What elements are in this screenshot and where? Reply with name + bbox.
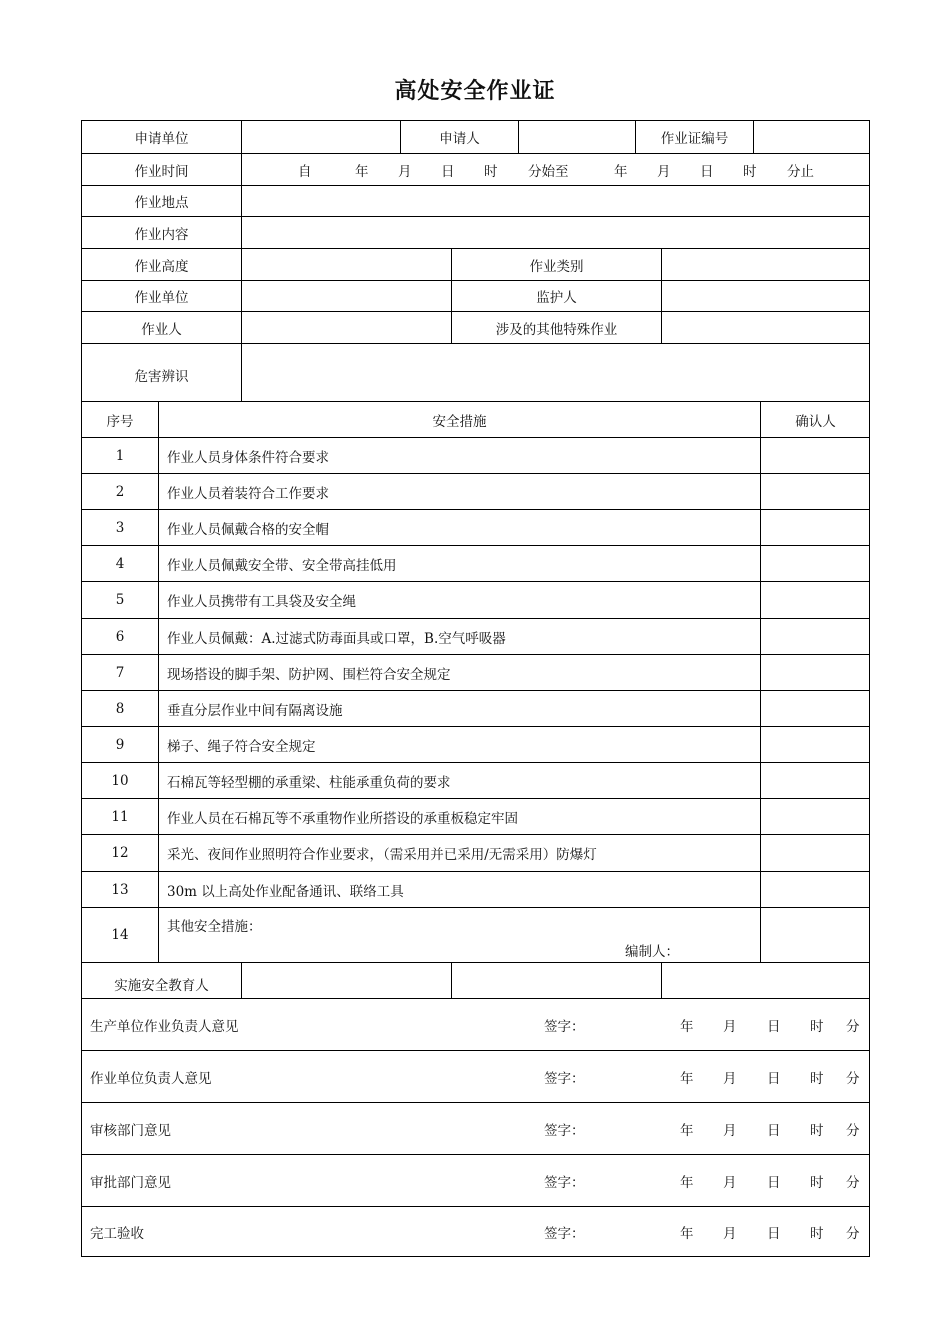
applicant-field[interactable] — [518, 121, 635, 153]
other-measures-label: 其他安全措施： — [167, 919, 262, 935]
date-part: 时 — [810, 1174, 824, 1191]
measure-no: 3 — [115, 519, 125, 536]
date-part: 月 — [723, 1226, 737, 1242]
signature-field[interactable] — [587, 1103, 672, 1154]
time-part-year: 年 — [355, 163, 369, 180]
measure-no: 1 — [115, 447, 125, 464]
permit-no-field[interactable] — [753, 121, 870, 153]
location-label: 作业地点 — [134, 195, 189, 211]
hazard-label: 危害辨识 — [134, 368, 189, 385]
time-part-month-end: 月 — [657, 163, 671, 180]
confirm-field[interactable] — [760, 835, 870, 871]
measure-text: 作业人员在石棉瓦等不承重物作业所搭设的承重板稳定牢固 — [158, 799, 760, 834]
measure-text: 垂直分层作业中间有隔离设施 — [158, 691, 760, 726]
compiler-label: 编制人： — [625, 944, 679, 960]
work-time-label: 作业时间 — [134, 163, 189, 180]
approval-row — [82, 998, 869, 1050]
measure-no: 5 — [115, 592, 125, 608]
work-unit-field[interactable] — [241, 281, 451, 311]
education-field-1[interactable] — [241, 963, 451, 998]
measure-no: 2 — [115, 483, 125, 500]
confirm-field[interactable] — [760, 872, 870, 907]
applicant-unit-label: 申请单位 — [134, 131, 189, 147]
date-part: 年 — [680, 1174, 694, 1191]
confirm-field[interactable] — [760, 763, 870, 798]
time-part-day: 日 — [441, 163, 455, 180]
confirm-field[interactable] — [760, 799, 870, 834]
content-field[interactable] — [241, 217, 870, 248]
approval-label: 完工验收 — [90, 1226, 144, 1242]
measure-text: 作业人员佩戴：A.过滤式防毒面具或口罩，B.空气呼吸器 — [158, 619, 760, 654]
measure-no: 7 — [115, 664, 125, 681]
measure-no: 9 — [115, 736, 125, 753]
education-label: 实施安全教育人 — [114, 977, 209, 994]
measure-no: 11 — [111, 808, 129, 825]
signature-field[interactable] — [587, 999, 672, 1050]
permit-no-label: 作业证编号 — [635, 121, 753, 153]
applicant-label: 申请人 — [400, 121, 518, 153]
time-part-day-end: 日 — [700, 163, 714, 180]
approval-row — [82, 1102, 869, 1154]
col-no-header: 序号 — [106, 413, 134, 430]
measure-row — [82, 834, 869, 871]
time-part-from: 自 — [298, 163, 312, 180]
row-work-time — [82, 153, 869, 185]
date-part: 日 — [767, 1070, 781, 1087]
measure-row — [82, 654, 869, 690]
other-measures-field[interactable] — [158, 908, 760, 962]
measure-text: 作业人员佩戴安全带、安全带高挂低用 — [158, 546, 760, 581]
other-special-field[interactable] — [661, 312, 870, 343]
measure-text: 作业人员携带有工具袋及安全绳 — [158, 582, 760, 618]
measure-row — [82, 581, 869, 618]
measure-text: 采光、夜间作业照明符合作业要求，（需采用并已采用/无需采用）防爆灯 — [158, 835, 760, 871]
confirm-field[interactable] — [760, 691, 870, 726]
guardian-field[interactable] — [661, 281, 870, 311]
row-applicant — [82, 121, 869, 153]
date-part: 年 — [680, 1122, 694, 1139]
date-part: 分 — [846, 1226, 860, 1242]
time-part-hour-end: 时 — [743, 163, 757, 180]
permit-form — [81, 120, 870, 1257]
content-label: 作业内容 — [134, 226, 189, 243]
measure-no: 4 — [115, 555, 125, 572]
date-part: 月 — [723, 1070, 737, 1087]
measure-row — [82, 690, 869, 726]
time-part-month: 月 — [398, 163, 412, 180]
approval-row — [82, 1050, 869, 1102]
date-part: 月 — [723, 1174, 737, 1191]
date-part: 年 — [680, 1018, 694, 1035]
signature-field[interactable] — [587, 1207, 672, 1257]
measure-row — [82, 726, 869, 762]
sign-label: 签字： — [544, 1122, 585, 1139]
work-time-field[interactable] — [241, 154, 870, 185]
confirm-field[interactable] — [760, 655, 870, 690]
confirm-field[interactable] — [760, 474, 870, 509]
date-part: 年 — [680, 1226, 694, 1242]
measure-text: 30m 以上高处作业配备通讯、联络工具 — [158, 872, 760, 907]
confirm-field[interactable] — [760, 510, 870, 545]
approval-label: 作业单位负责人意见 — [90, 1070, 212, 1087]
measure-text: 作业人员着装符合工作要求 — [158, 474, 760, 509]
date-part: 时 — [810, 1122, 824, 1139]
approval-row — [82, 1206, 869, 1257]
sign-label: 签字： — [544, 1226, 585, 1242]
category-field[interactable] — [661, 249, 870, 280]
confirm-field[interactable] — [760, 619, 870, 654]
row-location — [82, 185, 869, 216]
date-part: 时 — [810, 1018, 824, 1035]
row-height — [82, 248, 869, 280]
measure-row — [82, 762, 869, 798]
measure-row — [82, 871, 869, 907]
measure-text: 作业人员身体条件符合要求 — [158, 438, 760, 473]
date-part: 月 — [723, 1122, 737, 1139]
category-label: 作业类别 — [451, 249, 661, 280]
date-part: 月 — [723, 1018, 737, 1035]
row-worker — [82, 311, 869, 343]
confirm-field[interactable] — [760, 582, 870, 618]
worker-field[interactable] — [241, 312, 451, 343]
row-work-unit — [82, 280, 869, 311]
measure-row — [82, 545, 869, 581]
date-part: 日 — [767, 1018, 781, 1035]
row-content — [82, 216, 869, 248]
measure-text: 梯子、绳子符合安全规定 — [158, 727, 760, 762]
signature-field[interactable] — [587, 1051, 672, 1102]
approval-label: 审批部门意见 — [90, 1174, 171, 1191]
date-part: 分 — [846, 1070, 860, 1087]
applicant-unit-field[interactable] — [241, 121, 400, 153]
confirm-field[interactable] — [760, 438, 870, 473]
height-field[interactable] — [241, 249, 451, 280]
work-unit-label: 作业单位 — [134, 290, 189, 306]
hazard-field[interactable] — [241, 344, 870, 401]
confirm-field[interactable] — [760, 908, 870, 962]
date-part: 分 — [846, 1018, 860, 1035]
education-field-3[interactable] — [661, 963, 870, 998]
time-part-hour: 时 — [484, 163, 498, 180]
confirm-field[interactable] — [760, 727, 870, 762]
other-special-label: 涉及的其他特殊作业 — [451, 312, 661, 343]
measure-no: 14 — [111, 927, 129, 943]
measure-no: 8 — [115, 700, 125, 717]
signature-field[interactable] — [587, 1155, 672, 1206]
date-part: 日 — [767, 1226, 781, 1242]
approval-label: 审核部门意见 — [90, 1122, 171, 1139]
measure-no: 10 — [111, 772, 129, 789]
date-part: 分 — [846, 1122, 860, 1139]
sign-label: 签字： — [544, 1174, 585, 1191]
measures-header — [82, 401, 869, 437]
height-label: 作业高度 — [134, 258, 189, 275]
measure-no: 12 — [111, 845, 129, 861]
page-title: 高处安全作业证 — [394, 78, 556, 104]
time-part-year-end: 年 — [614, 163, 628, 180]
date-part: 年 — [680, 1070, 694, 1087]
measure-row — [82, 618, 869, 654]
date-part: 时 — [810, 1070, 824, 1087]
measure-row — [82, 798, 869, 834]
measure-row — [82, 473, 869, 509]
measure-text: 石棉瓦等轻型棚的承重梁、柱能承重负荷的要求 — [158, 763, 760, 798]
col-confirm-header: 确认人 — [760, 402, 870, 437]
date-part: 日 — [767, 1174, 781, 1191]
measure-no: 13 — [111, 881, 129, 898]
row-education — [82, 962, 869, 998]
worker-label: 作业人 — [141, 321, 182, 338]
sign-label: 签字： — [544, 1018, 585, 1035]
confirm-field[interactable] — [760, 546, 870, 581]
approval-label: 生产单位作业负责人意见 — [90, 1018, 239, 1035]
date-part: 时 — [810, 1226, 824, 1242]
time-part-minute-start: 分始至 — [528, 163, 569, 180]
measure-row — [82, 509, 869, 545]
time-part-minute-end: 分止 — [787, 163, 814, 180]
measure-text: 作业人员佩戴合格的安全帽 — [158, 510, 760, 545]
measure-no: 6 — [115, 628, 125, 645]
date-part: 日 — [767, 1122, 781, 1139]
education-field-2[interactable] — [451, 963, 661, 998]
col-measure-header: 安全措施 — [158, 402, 760, 437]
row-hazard — [82, 343, 869, 401]
sign-label: 签字： — [544, 1070, 585, 1087]
location-field[interactable] — [241, 186, 870, 216]
measure-text: 现场搭设的脚手架、防护网、围栏符合安全规定 — [158, 655, 760, 690]
measure-row-14 — [82, 907, 869, 962]
date-part: 分 — [846, 1174, 860, 1191]
measure-row — [82, 437, 869, 473]
guardian-label: 监护人 — [451, 281, 661, 311]
approval-row — [82, 1154, 869, 1206]
